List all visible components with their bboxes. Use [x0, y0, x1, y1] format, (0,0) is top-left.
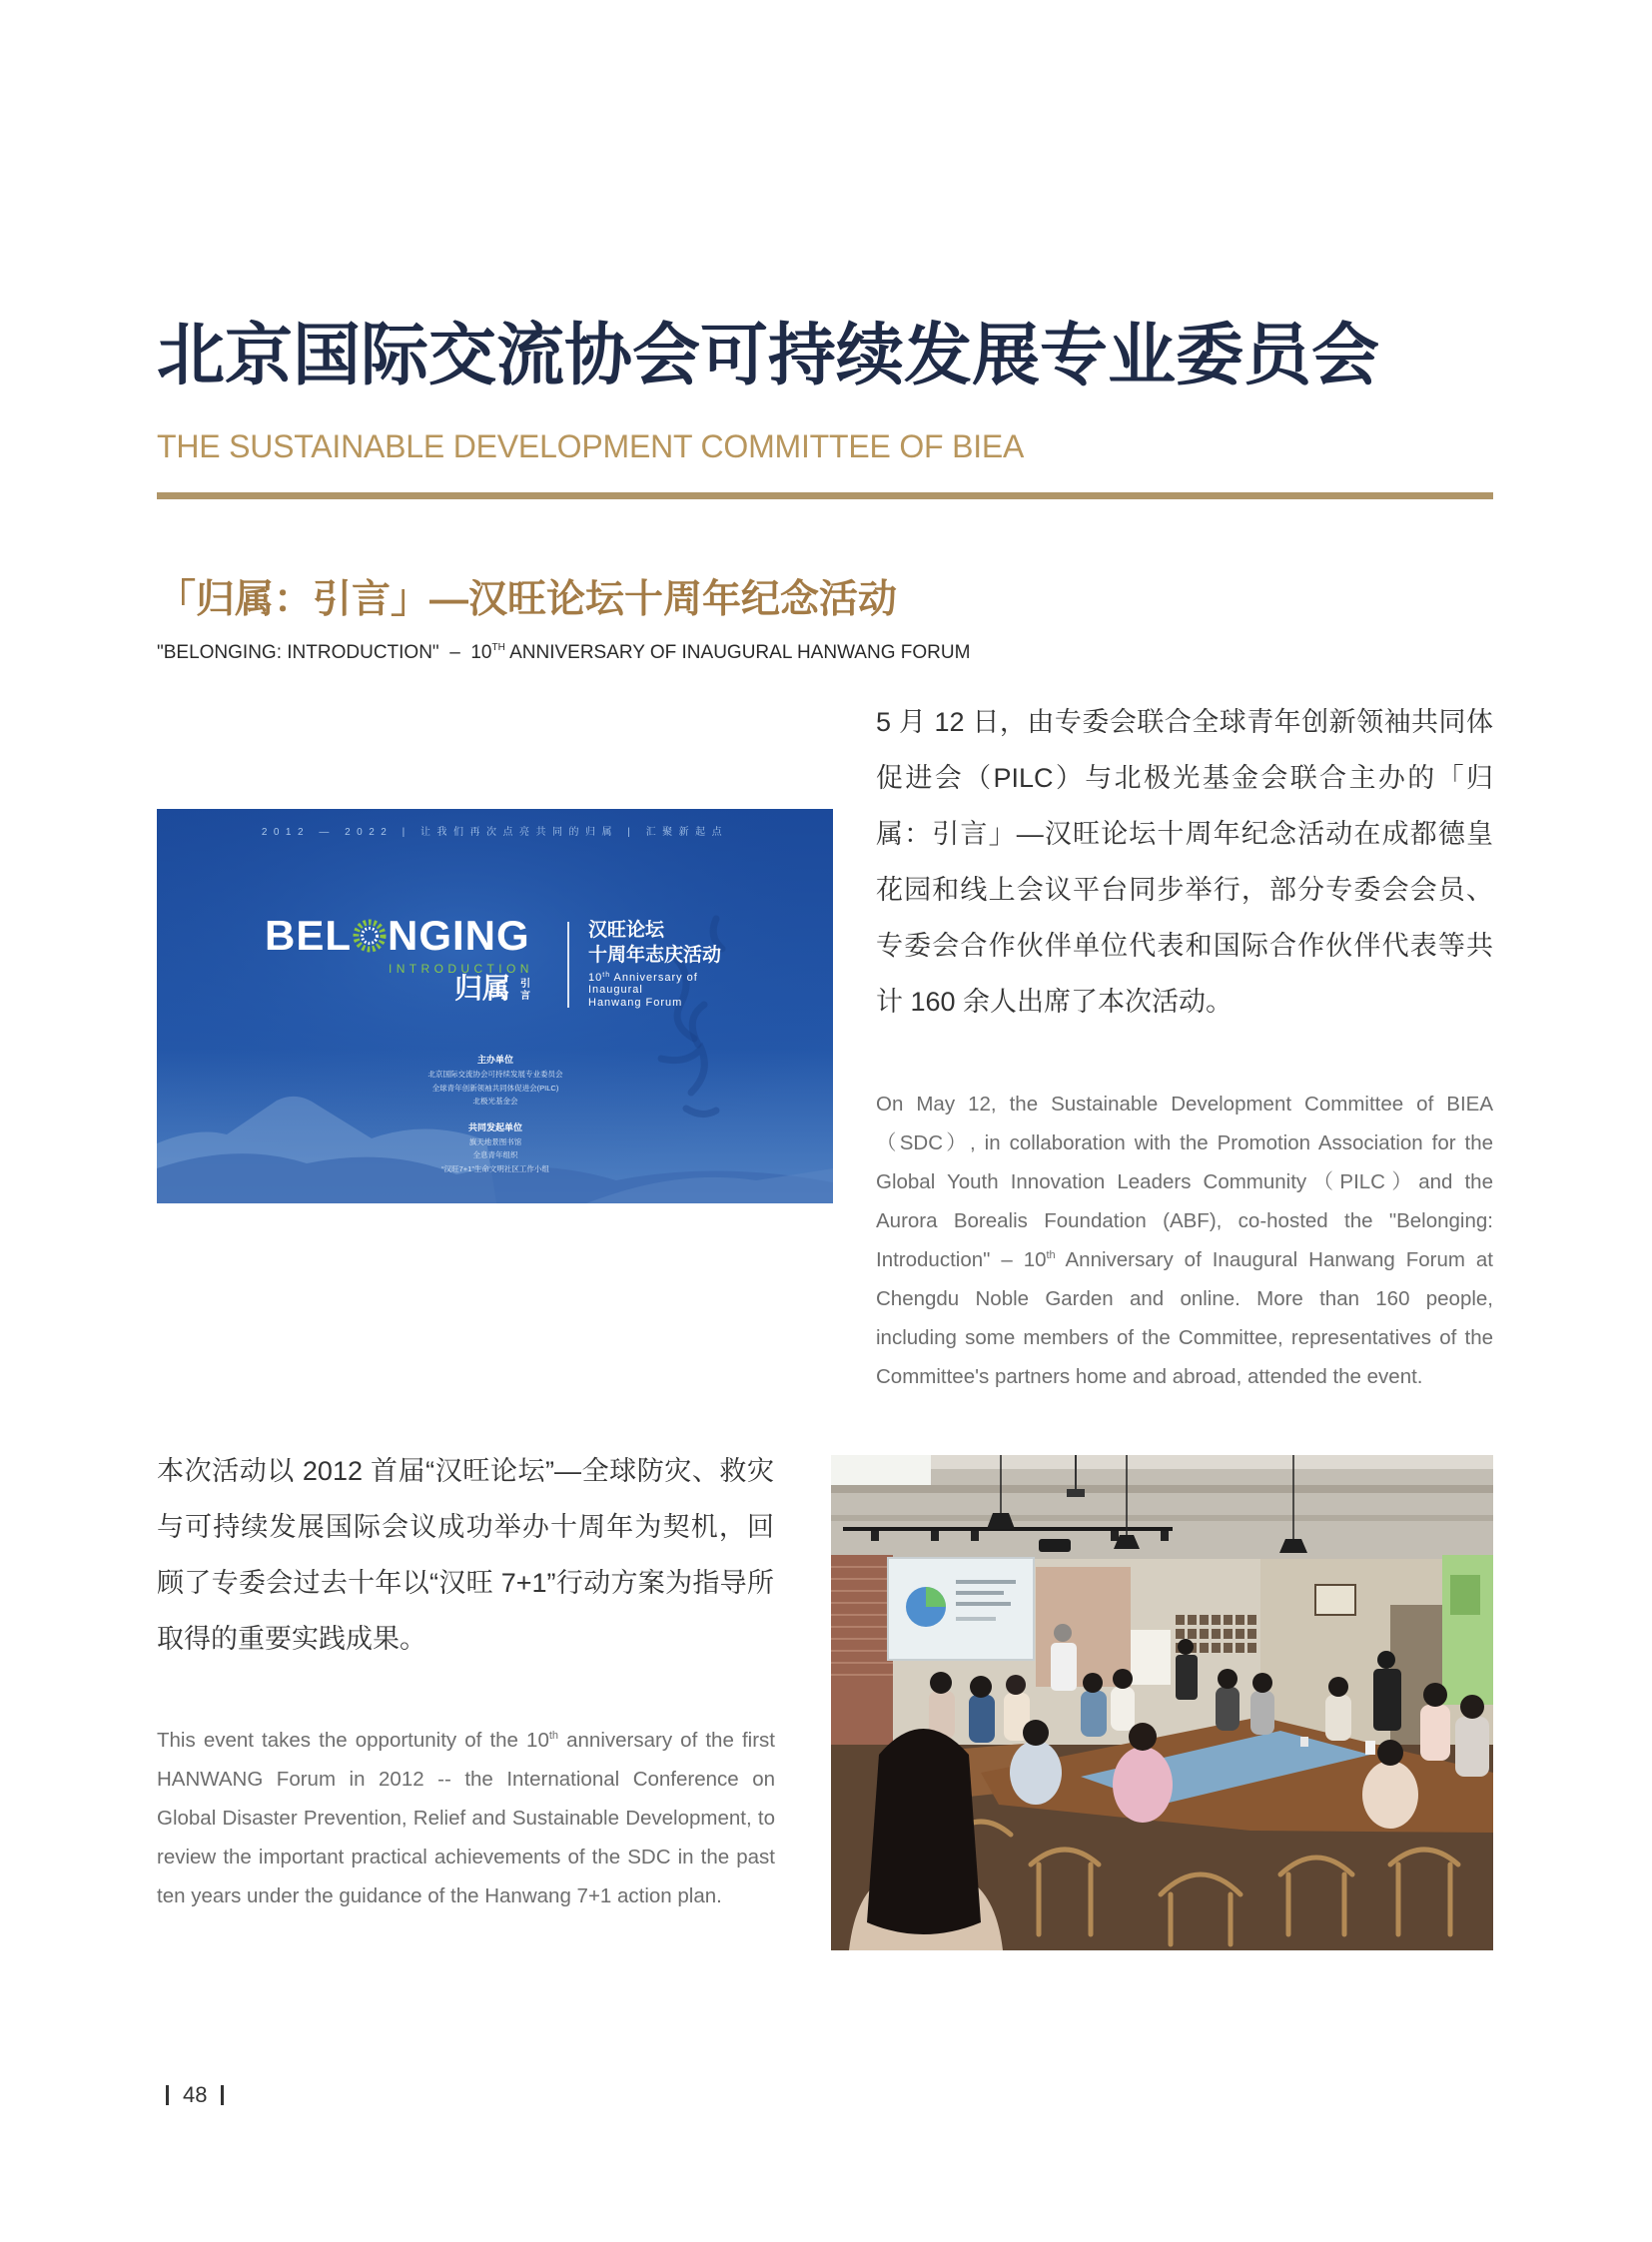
- sunburst-icon: [353, 919, 387, 953]
- poster-cohost-item: “汉旺7+1”生命文明社区工作小组: [441, 1163, 549, 1173]
- body-paragraph-cn: 本次活动以 2012 首届“汉旺论坛”—全球防灾、救灾与可持续发展国际会议成功举办十周年为契机，回顾了专委会过去十年以“汉旺 7+1”行动方案为指导所取得的重要实践成果。: [157, 1456, 774, 1654]
- article-title-en-sup: TH: [491, 642, 505, 653]
- article-title-en: [157, 643, 970, 662]
- body-paragraph-en: [157, 1721, 775, 1915]
- poster-logo-subtitle: INTRODUCTION: [389, 962, 533, 976]
- poster-cohost-label: 共同发起单位: [467, 1121, 522, 1132]
- event-poster-image: [157, 809, 833, 1203]
- body-en-sup: th: [548, 1730, 559, 1742]
- header-divider: [157, 492, 1493, 499]
- article-title-cn: 「归属：引言」—汉旺论坛十周年纪念活动: [157, 578, 898, 621]
- poster-top-line: 2012 — 2022 | 让我们再次点亮共同的归属 | 汇聚新起点: [261, 827, 729, 838]
- body-en-part: anniversary of the first HANWANG Forum in 2012 -- the International Conference on Global Disaster Prevention, Relief and Sustainable Development, to review the important practical achievements of the SDC in the past ten years under the guidance of the Hanwang 7+1 action plan.: [157, 1729, 775, 1907]
- poster-title-en-part: 10: [588, 972, 603, 984]
- poster-title-en-sup: th: [602, 972, 611, 979]
- intro-paragraph-cn: 5 月 12 日，由专委会联合全球青年创新领袖共同体促进会（PILC）与北极光基金会联合主办的「归属：引言」—汉旺论坛十周年纪念活动在成都德皇花园和线上会议平台同步举行，部分专委会会员、专委会合作伙伴单位代表和国际合作伙伴代表等共计 160 余人出席了本次活动。: [876, 707, 1493, 1017]
- page-number: [166, 2083, 224, 2107]
- article-title-en-part: ANNIVERSARY OF INAUGURAL HANWANG FORUM: [504, 642, 971, 663]
- poster-logo-left: BEL: [265, 912, 352, 959]
- page-number-value: 48: [183, 2082, 208, 2107]
- poster-title-en-1: [588, 972, 698, 984]
- poster-cohost-item: 全息青年组织: [472, 1150, 518, 1159]
- poster-title-cn-1: 汉旺论坛: [588, 920, 665, 941]
- poster-host-label: 主办单位: [476, 1055, 513, 1065]
- poster-title-en-3: Hanwang Forum: [588, 997, 683, 1009]
- body-en-part: This event takes the opportunity of the 10: [157, 1729, 549, 1752]
- page-title: 北京国际交流协会可持续发展专业委员会: [157, 318, 1380, 393]
- intro-paragraph-en: [876, 1085, 1493, 1396]
- photo-ceiling: [831, 1455, 1493, 1563]
- page-number-bar: [221, 2085, 224, 2105]
- intro-en-sup: th: [1046, 1249, 1056, 1261]
- poster-host-item: 全球青年创新领袖共同体促进会(PILC): [431, 1083, 559, 1093]
- page-subtitle-en: THE SUSTAINABLE DEVELOPMENT COMMITTEE OF BIEA: [157, 428, 1025, 464]
- poster-organizers: [347, 1053, 644, 1175]
- poster-logo-right: NGING: [388, 912, 530, 959]
- intro-en-part: Anniversary of Inaugural Hanwang Forum at Chengdu Noble Garden and online. More than 160 people, including some members of the Committee, representatives of the Committee's partners home and abroad, attended the event.: [876, 1248, 1493, 1388]
- article-title-en-part: "BELONGING: INTRODUCTION" – 10: [157, 642, 492, 663]
- poster-title-en-2: Inaugural: [588, 984, 643, 996]
- event-photo: [831, 1455, 1493, 1950]
- poster-logo-cn-small: 引言: [520, 979, 530, 1002]
- poster-cohost-item: 旗天地景图书馆: [468, 1136, 522, 1146]
- page-number-bar: [166, 2085, 169, 2105]
- poster-logo: [265, 912, 530, 959]
- poster-logo-cn: 归属: [454, 973, 511, 1004]
- poster-host-item: 北京国际交流协会可持续发展专业委员会: [427, 1070, 563, 1079]
- poster-title-cn-2: 十周年志庆活动: [588, 945, 722, 966]
- poster-title-en-part: Anniversary of: [610, 972, 698, 984]
- photo-projection-screen: [888, 1558, 1034, 1660]
- intro-en-part: On May 12, the Sustainable Development Committee of BIEA（SDC）, in collaboration with the Promotion Association for the Global Youth Innovation Leaders Community（PILC）and the Aurora Borealis Foundation (ABF), co-hosted the "Belonging: Introduction" – 10: [876, 1093, 1493, 1271]
- poster-divider: [567, 922, 569, 1008]
- poster-host-item: 北极光基金会: [472, 1097, 518, 1106]
